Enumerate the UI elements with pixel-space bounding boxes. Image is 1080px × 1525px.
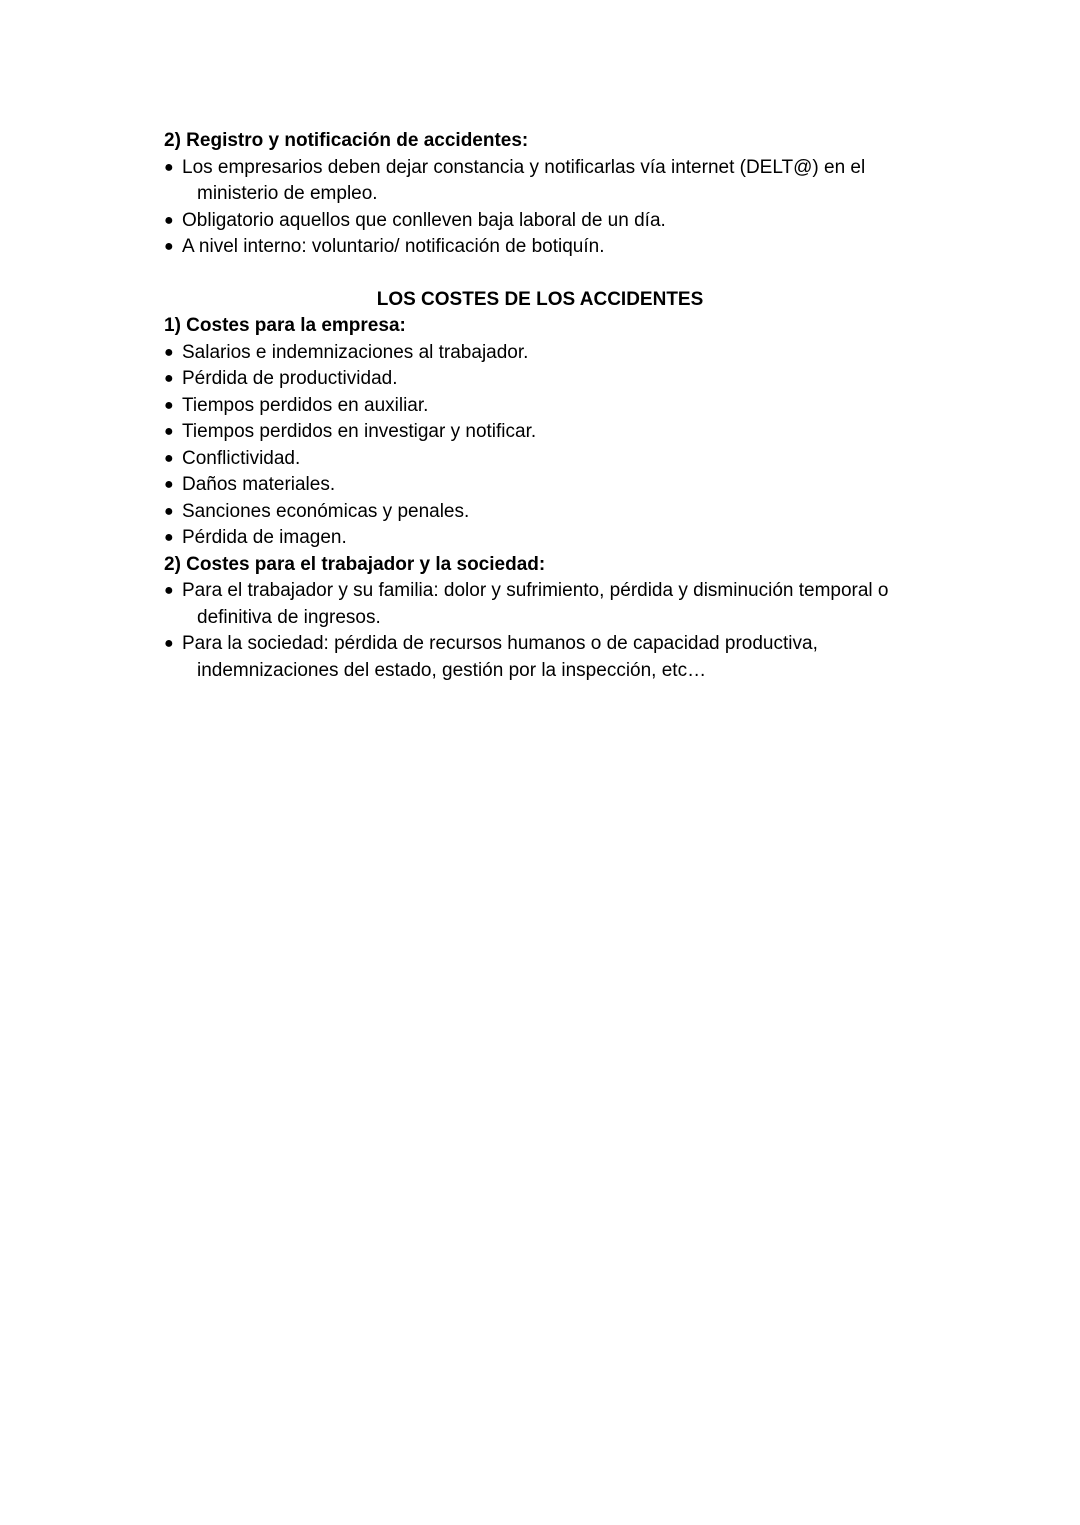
list-item-text: Para el trabajador y su familia: dolor y sufrimiento, pérdida y disminución temporal o [182, 580, 889, 601]
bullet-icon: ● [164, 529, 174, 546]
list-item-text: Tiempos perdidos en auxiliar. [182, 394, 429, 416]
empresa-list [164, 340, 934, 552]
list-item-text: Sanciones económicas y penales. [182, 500, 470, 522]
list-item-text: Pérdida de productividad. [182, 368, 398, 389]
bullet-icon: ● [164, 449, 174, 467]
list-item [164, 340, 934, 367]
bullet-icon: ● [164, 423, 174, 440]
trabajador-list [164, 578, 934, 684]
registro-list [164, 155, 934, 261]
list-item-text: Los empresarios deben dejar constancia y notificarlas vía internet (DELT@) en el [182, 156, 866, 178]
list-item [164, 155, 934, 208]
list-item [164, 393, 934, 420]
list-item-continuation: ministerio de empleo. [197, 183, 378, 204]
bullet-icon: ● [164, 476, 174, 493]
bullet-icon: ● [164, 502, 174, 520]
list-item-text: Tiempos perdidos en investigar y notificar. [182, 421, 537, 442]
bullet-icon: ● [164, 343, 174, 361]
bullet-icon: ● [164, 211, 174, 229]
bullet-icon: ● [164, 238, 174, 255]
list-item [164, 446, 934, 473]
list-item-continuation: definitiva de ingresos. [197, 606, 381, 628]
bullet-icon: ● [164, 582, 174, 599]
list-item [164, 234, 934, 261]
list-item [164, 472, 934, 499]
list-item-text: A nivel interno: voluntario/ notificación de botiquín. [182, 236, 605, 257]
empresa-heading: 1) Costes para la empresa: [164, 315, 406, 336]
list-item [164, 419, 934, 446]
list-item-text: Obligatorio aquellos que conlleven baja laboral de un día. [182, 209, 666, 231]
list-item [164, 578, 934, 631]
list-item-text: Pérdida de imagen. [182, 527, 347, 548]
list-item-continuation: indemnizaciones del estado, gestión por la inspección, etc… [197, 659, 707, 681]
bullet-icon: ● [164, 158, 174, 176]
registro-heading: 2) Registro y notificación de accidentes: [164, 130, 529, 151]
list-item-text: Salarios e indemnizaciones al trabajador. [182, 341, 529, 363]
bullet-icon: ● [164, 370, 174, 387]
page-content [164, 128, 934, 684]
list-item [164, 525, 934, 552]
list-item [164, 366, 934, 393]
list-item-text: Daños materiales. [182, 474, 336, 495]
bullet-icon: ● [164, 635, 174, 652]
list-item-text: Para la sociedad: pérdida de recursos humanos o de capacidad productiva, [182, 633, 818, 654]
trabajador-heading: 2) Costes para el trabajador y la sociedad: [164, 553, 546, 575]
list-item-text: Conflictividad. [182, 447, 301, 469]
costes-title: LOS COSTES DE LOS ACCIDENTES [376, 288, 704, 310]
list-item [164, 499, 934, 526]
list-item [164, 631, 934, 684]
bullet-icon: ● [164, 396, 174, 414]
list-item [164, 208, 934, 235]
